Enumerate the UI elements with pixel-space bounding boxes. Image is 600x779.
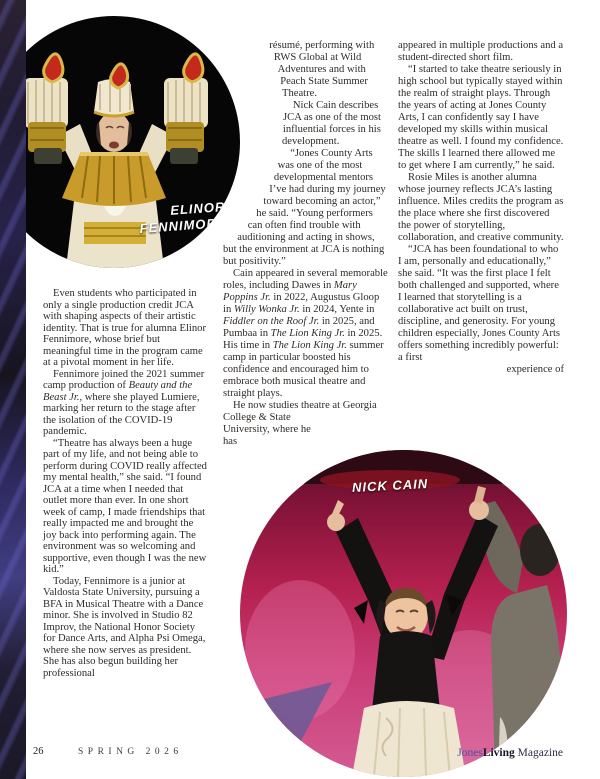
elinor-fennimore-photo: [0, 16, 240, 268]
caption-line: ELINOR: [169, 199, 226, 218]
paragraph: “Jones County Arts was one of the most developmental mentors I’ve had during my journey toward becoming an actor,” he said. “Young performers can often find trouble with auditioning and acting in shows, but the environment at JCA is nothing but positivity.”: [223, 148, 386, 267]
magazine-brand: [457, 747, 563, 759]
brand-living: Living: [482, 747, 515, 759]
article-column-2: [223, 40, 389, 740]
paragraph: experience of: [506, 364, 564, 375]
caption-line: FENNIMORE: [139, 215, 227, 237]
page-number: 26: [33, 746, 44, 757]
stage-curtain-strip-image: [0, 0, 26, 779]
caption-line: NICK CAIN: [351, 476, 429, 495]
article-column-3: [398, 40, 564, 376]
brand-jones: Jones: [457, 747, 483, 759]
paragraph: Nick Cain describes JCA as one of the most influential forces in his development.: [282, 100, 381, 147]
paragraph: Today, Fennimore is a junior at Valdosta State University, pursuing a BFA in Musical Theatre with a Dance minor. She is involved in Studio 82 Improv, the National Honor Society for Dance Arts, and Alpha Psi Omega, where she now serves as president. She has also begun building her professional: [43, 575, 206, 679]
paragraph: “JCA has been foundational to who I am, personally and educationally,” she said. “It was the first place I felt both challenged and supported, where I learned that storytelling is a collaborative act built on trust, discipline, and generosity. For young children especially, Jones County Arts offers something incredibly powerful: a first: [398, 244, 561, 363]
column-text: [398, 40, 564, 376]
paragraph: Rosie Miles is another alumna whose journey reflects JCA’s lasting influence. Miles credits the program as the place where she first discovered the power of storytelling, collaboration, and creative community.: [398, 172, 564, 243]
footer-season: SPRING 2026: [78, 747, 183, 757]
paragraph: appeared in multiple productions and a student-directed short film.: [398, 40, 564, 63]
paragraph: Cain appeared in several memorable roles, including Dawes in Mary Poppins Jr. in 2022, Augustus Gloop in Willy Wonka Jr. in 2024, Yente in Fiddler on the Roof Jr. in 2025, and Pumbaa in The Lion King Jr. in 2025. His time in The Lion King Jr. summer camp in particular boosted his confidence and encouraged him to embrace both musical theatre and straight plays.: [223, 268, 388, 399]
article-column-1: [43, 288, 209, 679]
photo-caption-elinor: [138, 199, 227, 237]
paragraph: résumé, performing with RWS Global at Wild Adventures and with Peach State Summer Theatre.: [269, 40, 375, 99]
paragraph: He now studies theatre at Georgia College & State University, where he has: [223, 400, 377, 447]
paragraph: “Theatre has always been a huge part of my life, and not being able to perform during COVID really affected my mental health,” she said. “I found JCA at a time when I needed that outlet more than ever. In one short week of camp, I made friendships that really impacted me and brought the joy back into performing again. The environment was so welcoming and supportive, even though I was the new kid.”: [43, 437, 207, 575]
brand-magazine: Magazine: [514, 747, 563, 759]
column-text: [43, 288, 209, 679]
paragraph: Fennimore joined the 2021 summer camp production of Beauty and the Beast Jr., where she played Lumiere, marking her return to the stage after the isolation of the COVID-19 pandemic.: [43, 368, 205, 437]
paragraph: “I started to take theatre seriously in high school but typically stayed within the realm of straight plays. Through the years of acting at Jones County Arts, I can confidently say I have developed my skills within musical theatre as well. I found my confidence. The skills I learned there allowed me to get where I am currently,” he said.: [398, 64, 564, 171]
paragraph: Even students who participated in only a single production credit JCA with shaping aspects of their artistic identity. That is true for alumna Elinor Fennimore, whose brief but meaningful time in the program came at a pivotal moment in her life.: [43, 288, 206, 368]
photo-text-wrap-spacer: [223, 400, 389, 740]
